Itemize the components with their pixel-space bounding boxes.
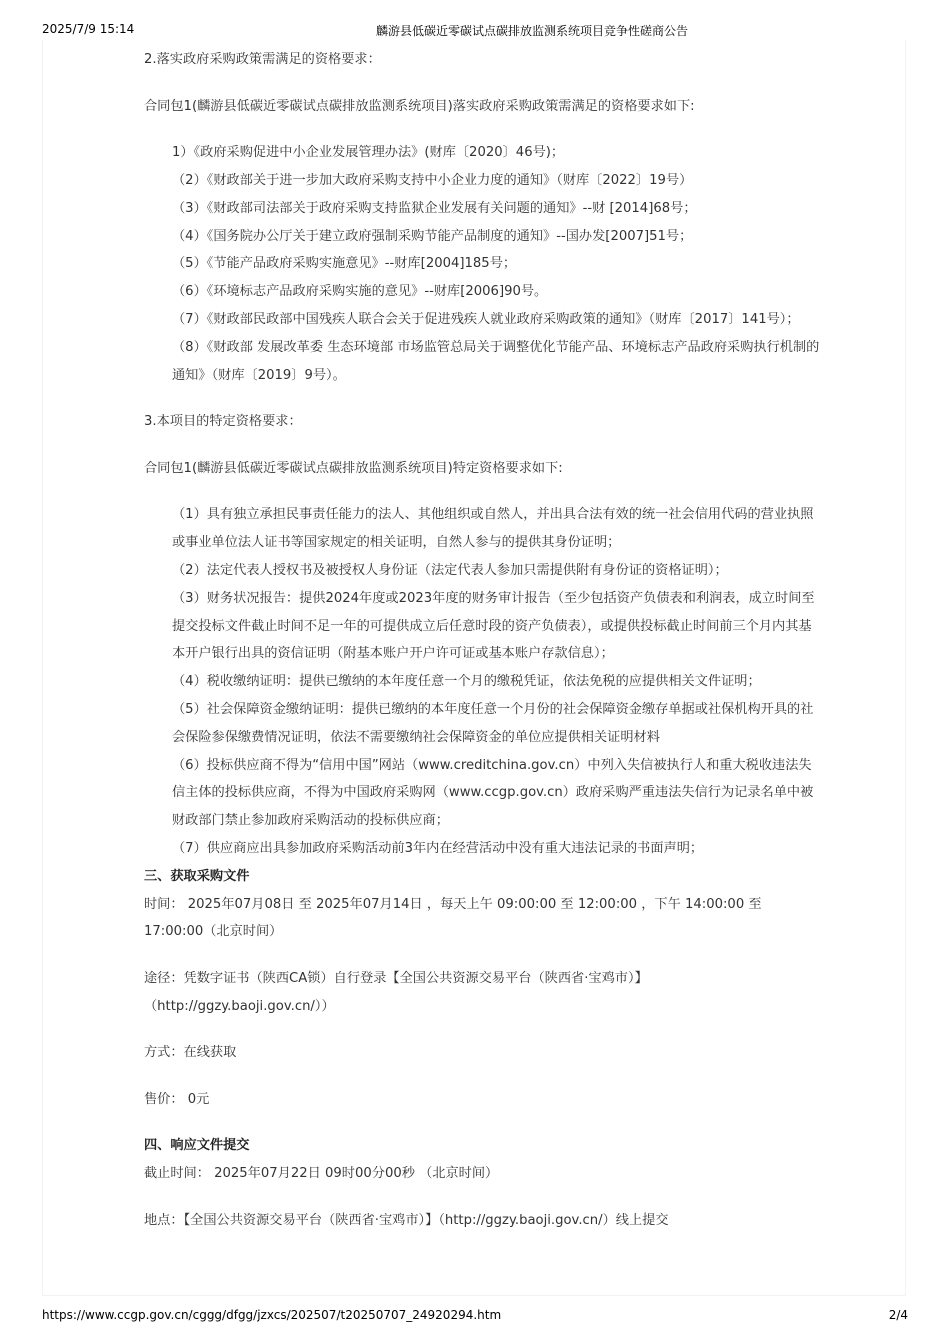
policy-item: （7）《财政部民政部中国残疾人联合会关于促进残疾人就业政府采购政策的通知》（财库〔2017〕141号）； bbox=[172, 311, 800, 327]
procurement-docs-method: 方式：在线获取 bbox=[144, 1045, 237, 1061]
section-2-heading: 2.落实政府采购政策需满足的资格要求： bbox=[144, 52, 381, 67]
print-footer bbox=[42, 1308, 908, 1328]
policy-requirements-list bbox=[144, 139, 824, 389]
print-page-url: https://www.ccgp.gov.cn/cggg/dfgg/jzxcs/202507/t20250707_24920294.htm bbox=[42, 1308, 502, 1322]
policy-item: （2）《财政部关于进一步加大政府采购支持中小企业力度的通知》（财库〔2022〕19号） bbox=[172, 172, 693, 188]
submission-heading: 四、响应文件提交 bbox=[144, 1138, 250, 1154]
policy-item: （4）《国务院办公厅关于建立政府强制采购节能产品制度的通知》--国办发[2007]51号； bbox=[172, 228, 693, 244]
requirement-item: （2）法定代表人授权书及被授权人身份证（法定代表人参加只需提供附有身份证的资格证明）； bbox=[172, 562, 728, 578]
announcement-content bbox=[144, 46, 824, 1235]
requirement-item: （5）社会保障资金缴纳证明：提供已缴纳的本年度任意一个月份的社会保障资金缴存单据或社保机构开具的社会保险参保缴费情况证明，依法不需要缴纳社会保障资金的单位应提供相关证明材料 bbox=[172, 701, 814, 745]
policy-item: （5）《节能产品政府采购实施意见》--财库[2004]185号； bbox=[172, 256, 517, 272]
section-3-heading: 3.本项目的特定资格要求： bbox=[144, 414, 302, 430]
procurement-docs-heading: 三、获取采购文件 bbox=[144, 868, 250, 884]
print-page-number: 2/4 bbox=[888, 1308, 908, 1322]
submission-location: 地点：【全国公共资源交易平台（陕西省·宝鸡市）】（http://ggzy.baoji.gov.cn/）线上提交 bbox=[144, 1212, 669, 1228]
print-header bbox=[42, 22, 908, 42]
policy-item: 1）《政府采购促进中小企业发展管理办法》(财库〔2020〕46号)； bbox=[172, 145, 565, 161]
requirement-item: （3）财务状况报告：提供2024年度或2023年度的财务审计报告（至少包括资产负债表和利润表，成立时间至提交投标文件截止时间不足一年的可提供成立后任意时段的资产负债表），或提供投标截止时间前三个月内其基本开户银行出具的资信证明（附基本账户开户许可证或基本账户存款信息）； bbox=[172, 590, 815, 662]
procurement-docs-time: 时间： 2025年07月08日 至 2025年07月14日 ，每天上午 09:00:00 至 12:00:00 ，下午 14:00:00 至 17:00:00（北京时间） bbox=[144, 896, 762, 940]
specific-requirements-list bbox=[144, 501, 824, 862]
requirement-item: （7）供应商应出具参加政府采购活动前3年内在经营活动中没有重大违法记录的书面声明； bbox=[172, 840, 704, 856]
section-2-intro: 合同包1(麟游县低碳近零碳试点碳排放监测系统项目)落实政府采购政策需满足的资格要求如下: bbox=[144, 98, 695, 114]
requirement-item: （6）投标供应商不得为“信用中国”网站（www.creditchina.gov.cn）中列入失信被执行人和重大税收违法失信主体的投标供应商，不得为中国政府采购网（www.ccgp.gov.cn）政府采购严重违法失信行为记录名单中被财政部门禁止参加政府采购活动的投标供应商； bbox=[172, 757, 814, 829]
print-page-title: 麟游县低碳近零碳试点碳排放监测系统项目竞争性磋商公告 bbox=[376, 24, 689, 38]
print-datetime: 2025/7/9 15:14 bbox=[42, 22, 135, 36]
policy-item: （8）《财政部 发展改革委 生态环境部 市场监管总局关于调整优化节能产品、环境标志产品政府采购执行机制的通知》（财库〔2019〕9号）。 bbox=[172, 339, 820, 383]
requirement-item: （4）税收缴纳证明：提供已缴纳的本年度任意一个月的缴税凭证，依法免税的应提供相关文件证明； bbox=[172, 674, 761, 690]
section-3-intro: 合同包1(麟游县低碳近零碳试点碳排放监测系统项目)特定资格要求如下: bbox=[144, 460, 563, 476]
procurement-docs-route: 途径：凭数字证书（陕西CA锁）自行登录【全国公共资源交易平台（陕西省·宝鸡市）】（http://ggzy.baoji.gov.cn/）） bbox=[144, 970, 648, 1014]
procurement-docs-price: 售价： 0元 bbox=[144, 1091, 210, 1107]
policy-item: （6）《环境标志产品政府采购实施的意见》--财库[2006]90号。 bbox=[172, 284, 548, 300]
submission-deadline: 截止时间： 2025年07月22日 09时00分00秒 （北京时间） bbox=[144, 1166, 499, 1182]
policy-item: （3）《财政部司法部关于政府采购支持监狱企业发展有关问题的通知》--财 [2014]68号； bbox=[172, 200, 697, 216]
requirement-item: （1）具有独立承担民事责任能力的法人、其他组织或自然人，并出具合法有效的统一社会信用代码的营业执照或事业单位法人证书等国家规定的相关证明，自然人参与的提供其身份证明； bbox=[172, 507, 814, 551]
